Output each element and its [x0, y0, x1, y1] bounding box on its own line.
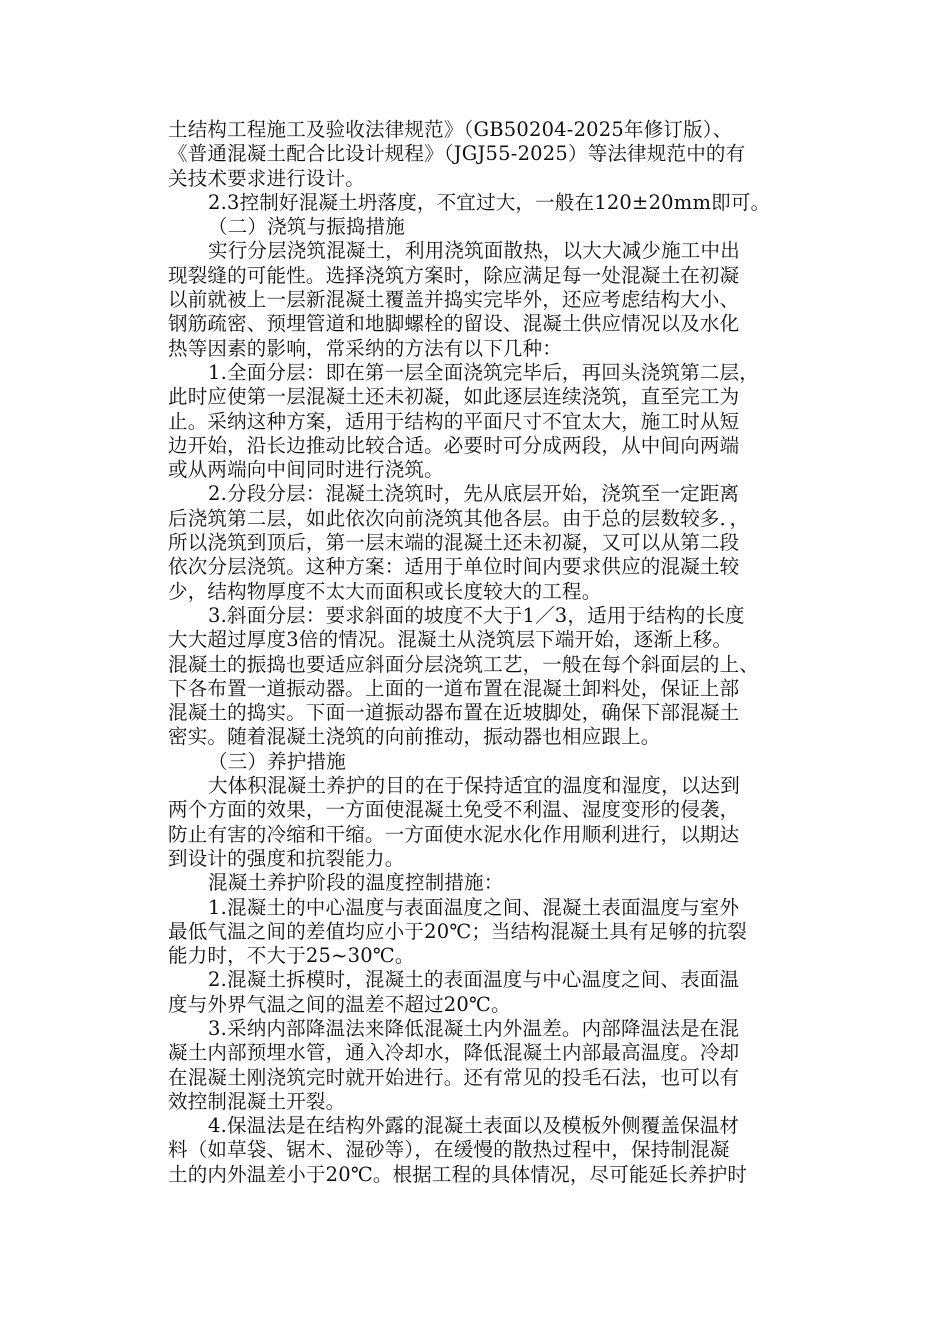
text-line: 《普通混凝土配合比设计规程》（JGJ55-2025）等法律规范中的有: [168, 142, 746, 166]
text-line: 实行分层浇筑混凝土，利用浇筑面散热，以大大减少施工中出: [208, 239, 740, 263]
text-line: 少，结构物厚度不太大而面积或长度较大的工程。: [168, 579, 602, 603]
text-line: 依次分层浇筑。这种方案：适用于单位时间内要求供应的混凝土较: [168, 555, 740, 579]
text-line: 2.3控制好混凝土坍落度，不宜过大，一般在120±20mm即可。: [208, 190, 771, 214]
text-line: 钢筋疏密、预埋管道和地脚螺栓的留设、混凝土供应情况以及水化: [168, 312, 740, 336]
text-line: 度与外界气温之间的温差不超过20℃。: [168, 992, 511, 1016]
text-line: 大体积混凝土养护的目的在于保持适宜的温度和湿度，以达到: [208, 774, 740, 798]
text-line: 下各布置一道振动器。上面的一道布置在混凝土卸料处，保证上部: [168, 676, 740, 700]
text-line: 大大超过厚度3倍的情况。混凝土从浇筑层下端开始，逐渐上移。: [168, 628, 733, 652]
text-line: 以前就被上一层新混凝土覆盖并捣实完毕外，还应考虑结构大小、: [168, 288, 740, 312]
text-line: 1.全面分层：即在第一层全面浇筑完毕后，再回头浇筑第二层，: [208, 360, 759, 384]
text-line: 止。采纳这种方案，适用于结构的平面尺寸不宜太大，施工时从短: [168, 409, 740, 433]
text-line: 2.混凝土拆模时，混凝土的表面温度与中心温度之间、表面温: [208, 968, 740, 992]
text-line: 最低气温之间的差值均应小于20℃；当结构混凝土具有足够的抗裂: [168, 919, 748, 943]
text-line: 土结构工程施工及验收法律规范》（GB50204-2025年修订版）、: [168, 118, 733, 141]
document-body: [168, 118, 808, 1187]
text-line: 能力时，不大于25~30℃。: [168, 944, 415, 968]
text-line: 混凝土养护阶段的温度控制措施：: [208, 871, 504, 895]
text-line: 所以浇筑到顶后，第一层末端的混凝土还未初凝，又可以从第二段: [168, 531, 740, 555]
text-line: 凝土内部预埋水管，通入冷却水，降低混凝土内部最高温度。冷却: [168, 1041, 740, 1065]
text-line: 后浇筑第二层，如此依次向前浇筑其他各层。由于总的层数较多．，: [168, 506, 750, 530]
text-line: 2.分段分层：混凝土浇筑时，先从底层开始，浇筑至一定距离: [208, 482, 740, 506]
text-line: 边开始，沿长边推动比较合适。必要时可分成两段，从中间向两端: [168, 433, 740, 457]
text-line: （三）养护措施: [208, 749, 346, 773]
text-line: 土的内外温差小于20℃。根据工程的具体情况，尽可能延长养护时: [168, 1162, 748, 1186]
text-line: 现裂缝的可能性。选择浇筑方案时，除应满足每一处混凝土在初凝: [168, 263, 740, 287]
text-line: 防止有害的冷缩和干缩。一方面使水泥水化作用顺利进行，以期达: [168, 822, 740, 846]
text-line: 密实。随着混凝土浇筑的向前推动，振动器也相应跟上。: [168, 725, 661, 749]
text-line: 效控制混凝土开裂。: [168, 1089, 346, 1113]
text-line: 关技术要求进行设计。: [168, 166, 366, 190]
text-line: 此时应使第一层混凝土还未初凝，如此逐层连续浇筑，直至完工为: [168, 385, 740, 409]
text-line: 到设计的强度和抗裂能力。: [168, 846, 405, 870]
text-line: 在混凝土刚浇筑完时就开始进行。还有常见的投毛石法，也可以有: [168, 1065, 740, 1089]
text-line: 4.保温法是在结构外露的混凝土表面以及模板外侧覆盖保温材: [208, 1114, 740, 1138]
text-line: 混凝土的振捣也要适应斜面分层浇筑工艺，一般在每个斜面层的上、: [168, 652, 760, 676]
text-line: 1.混凝土的中心温度与表面温度之间、混凝土表面温度与室外: [208, 895, 740, 919]
text-line: 3.斜面分层：要求斜面的坡度不大于1／3，适用于结构的长度: [208, 603, 745, 627]
text-line: 或从两端向中间同时进行浇筑。: [168, 458, 444, 482]
text-line: 混凝土的捣实。下面一道振动器布置在近坡脚处，确保下部混凝土: [168, 701, 740, 725]
text-line: 两个方面的效果，一方面使混凝土免受不利温、湿度变形的侵袭，: [168, 798, 740, 822]
text-line: 热等因素的影响，常采纳的方法有以下几种：: [168, 336, 563, 360]
text-line: （二）浇筑与振捣措施: [208, 215, 406, 239]
text-line: 3.采纳内部降温法来降低混凝土内外温差。内部降温法是在混: [208, 1016, 740, 1040]
text-line: 料（如草袋、锯木、湿砂等），在缓慢的散热过程中，保持制混凝: [168, 1138, 730, 1162]
